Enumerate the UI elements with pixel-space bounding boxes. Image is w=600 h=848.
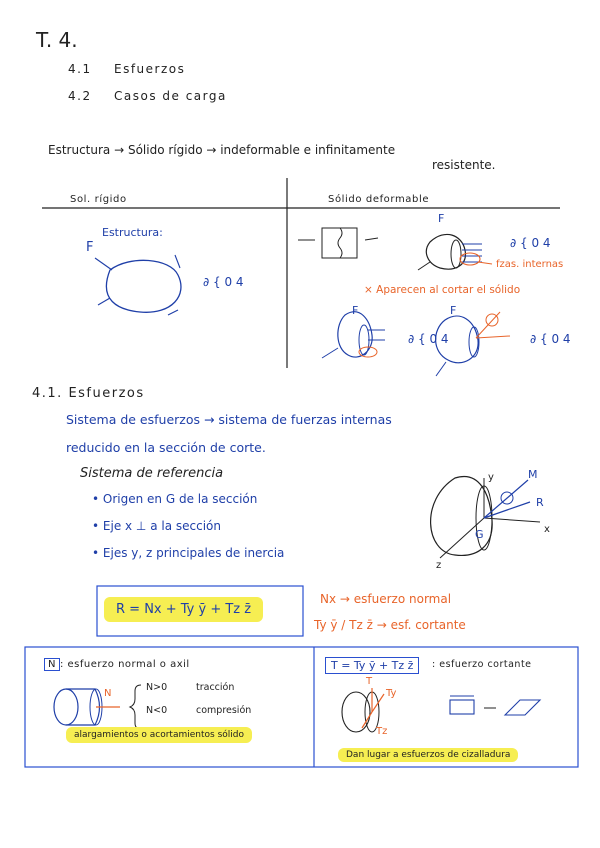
reference-system-title: Sistema de referencia xyxy=(80,466,224,481)
intro-line-1: Estructura → Sólido rígido → indeformable e infinitamente xyxy=(48,143,396,157)
toc-item-1-number: 4.1 xyxy=(68,62,92,76)
section-heading: 4.1. Esfuerzos xyxy=(32,386,145,401)
axial-title-symbol: N xyxy=(44,658,60,671)
bullet-x-axis-text: Eje x ⊥ a la sección xyxy=(102,519,221,533)
rigid-body-shape xyxy=(106,260,181,312)
axial-n-label: N xyxy=(104,688,112,699)
normal-stress-desc: Nx → esfuerzo normal xyxy=(320,592,452,606)
shear-footer: Dan lugar a esfuerzos de cizalladura xyxy=(338,748,518,762)
deformable-equilibrium-3: ∂ { 0 4 xyxy=(530,332,571,346)
rigid-equilibrium: ∂ { 0 4 xyxy=(203,275,244,289)
force-arrow-1 xyxy=(95,258,112,270)
shear-T-label: T xyxy=(366,676,373,687)
force-arrow-2 xyxy=(175,255,180,268)
toc-item-2-text: Casos de carga xyxy=(114,89,227,103)
toc-item-1-text: Esfuerzos xyxy=(114,62,186,76)
centroid-label: G xyxy=(475,528,484,541)
moment-label: M xyxy=(528,468,538,481)
definition-line-2: reducido en la sección de corte. xyxy=(66,440,266,455)
bullet-origin: • Origen en G de la sección xyxy=(92,492,258,506)
force-arrow-3 xyxy=(98,298,110,305)
axis-x-label: x xyxy=(544,524,550,535)
case-tension-condition: N>0 xyxy=(146,682,168,693)
deformable-equilibrium-2: ∂ { 0 4 xyxy=(408,332,449,346)
toc-item-2-number: 4.2 xyxy=(68,89,92,103)
bullet-origin-text: Origen en G de la sección xyxy=(102,492,258,506)
col-header-rigid: Sol. rígido xyxy=(70,194,127,205)
main-formula: R = Nx + Ty ȳ + Tz z̄ xyxy=(104,597,263,622)
rigid-force-label: F xyxy=(86,240,94,255)
intro-line-2: resistente. xyxy=(432,158,496,172)
col-header-deformable: Sólido deformable xyxy=(328,194,430,205)
definition-line-1: Sistema de esfuerzos → sistema de fuerzas internas xyxy=(66,412,392,427)
shear-title-text: : esfuerzo cortante xyxy=(432,659,532,670)
deformable-shape-2 xyxy=(338,312,372,357)
case-tension-text: tracción xyxy=(196,682,235,693)
axial-title-text: : esfuerzo normal o axil xyxy=(59,659,190,670)
shear-stress-desc: Ty ȳ / Tz z̄ → esf. cortante xyxy=(314,618,466,632)
internal-forces-label: fzas. internas xyxy=(496,259,564,270)
deformable-equilibrium-1: ∂ { 0 4 xyxy=(510,236,551,250)
axis-z-label: z xyxy=(436,560,442,571)
bullet-yz-axes: • Ejes y, z principales de inercia xyxy=(92,546,285,560)
section-body xyxy=(431,476,493,555)
deformable-force-label-2: F xyxy=(352,304,359,317)
cut-arrow-out xyxy=(365,238,378,240)
deformable-force-label-3: F xyxy=(450,304,457,317)
axial-title xyxy=(44,659,190,670)
rigid-structure-label: Estructura: xyxy=(102,226,163,239)
case-compression-condition: N<0 xyxy=(146,705,168,716)
cut-block xyxy=(322,228,357,258)
bullet-x-axis: • Eje x ⊥ a la sección xyxy=(92,519,221,533)
cut-note: × Aparecen al cortar el sólido xyxy=(364,284,521,296)
deformable-force-label-1: F xyxy=(438,212,445,225)
page-title: T. 4. xyxy=(36,28,78,52)
axis-y-label: y xyxy=(488,472,494,483)
bullet-yz-axes-text: Ejes y, z principales de inercia xyxy=(102,546,285,560)
axial-footer: alargamientos o acortamientos sólido xyxy=(66,727,252,743)
case-compression-text: compresión xyxy=(196,705,252,716)
shear-Ty-label: Ty xyxy=(386,688,397,699)
shear-title-formula: T = Ty ȳ + Tz z̄ xyxy=(325,657,419,674)
shear-Tz-label: Tz xyxy=(376,726,388,737)
force-arrow-4 xyxy=(168,310,178,315)
resultant-label: R xyxy=(536,496,544,509)
